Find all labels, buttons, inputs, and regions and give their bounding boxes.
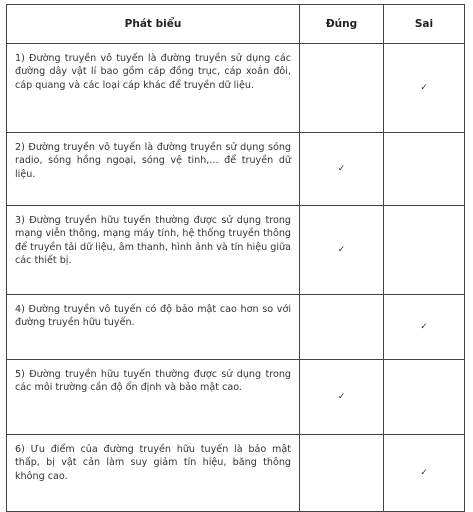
false-mark: ✓	[384, 435, 465, 512]
false-mark	[384, 133, 465, 206]
true-mark	[300, 44, 384, 133]
statement-text: 2) Đường truyền vô tuyến là đường truyền sử dụng sóng radio, sóng hồng ngoại, sóng vệ tinh,... để truyền dữ liệu.	[7, 133, 300, 206]
table-row	[7, 206, 465, 295]
table-row	[7, 360, 465, 435]
statement-text: 6) Ưu điểm của đường truyền hữu tuyến là bảo mật thấp, bị vật cản làm suy giảm tín hiệu, băng thông không cao.	[7, 435, 300, 512]
false-mark: ✓	[384, 44, 465, 133]
true-mark: ✓	[300, 206, 384, 295]
statement-table	[6, 4, 465, 512]
statement-text: 3) Đường truyền hữu tuyến thường được sử dụng trong mạng viễn thông, mạng máy tính, hệ thống truyền thông để truyền tải dữ liệu, âm thanh, hình ảnh và tín hiệu giữa các thiết bị.	[7, 206, 300, 295]
header-false: Sai	[384, 5, 465, 44]
header-true: Đúng	[300, 5, 384, 44]
table-row	[7, 44, 465, 133]
false-mark	[384, 206, 465, 295]
false-mark: ✓	[384, 295, 465, 360]
true-mark	[300, 435, 384, 512]
statement-text: 1) Đường truyền vô tuyến là đường truyền sử dụng các đường dây vật lí bao gồm cáp đồng trục, cáp xoắn đôi, cáp quang và các loại cáp khác để truyền dữ liệu.	[7, 44, 300, 133]
false-mark	[384, 360, 465, 435]
statement-text: 4) Đường truyền vô tuyến có độ bảo mật cao hơn so với đường truyền hữu tuyến.	[7, 295, 300, 360]
true-mark	[300, 295, 384, 360]
statement-text: 5) Đường truyền hữu tuyến thường được sử dụng trong các môi trường cần độ ổn định và bảo mật cao.	[7, 360, 300, 435]
header-statement: Phát biểu	[7, 5, 300, 44]
table-header-row	[7, 5, 465, 44]
table-row	[7, 435, 465, 512]
true-mark: ✓	[300, 133, 384, 206]
table-row	[7, 133, 465, 206]
true-mark: ✓	[300, 360, 384, 435]
table-row	[7, 295, 465, 360]
